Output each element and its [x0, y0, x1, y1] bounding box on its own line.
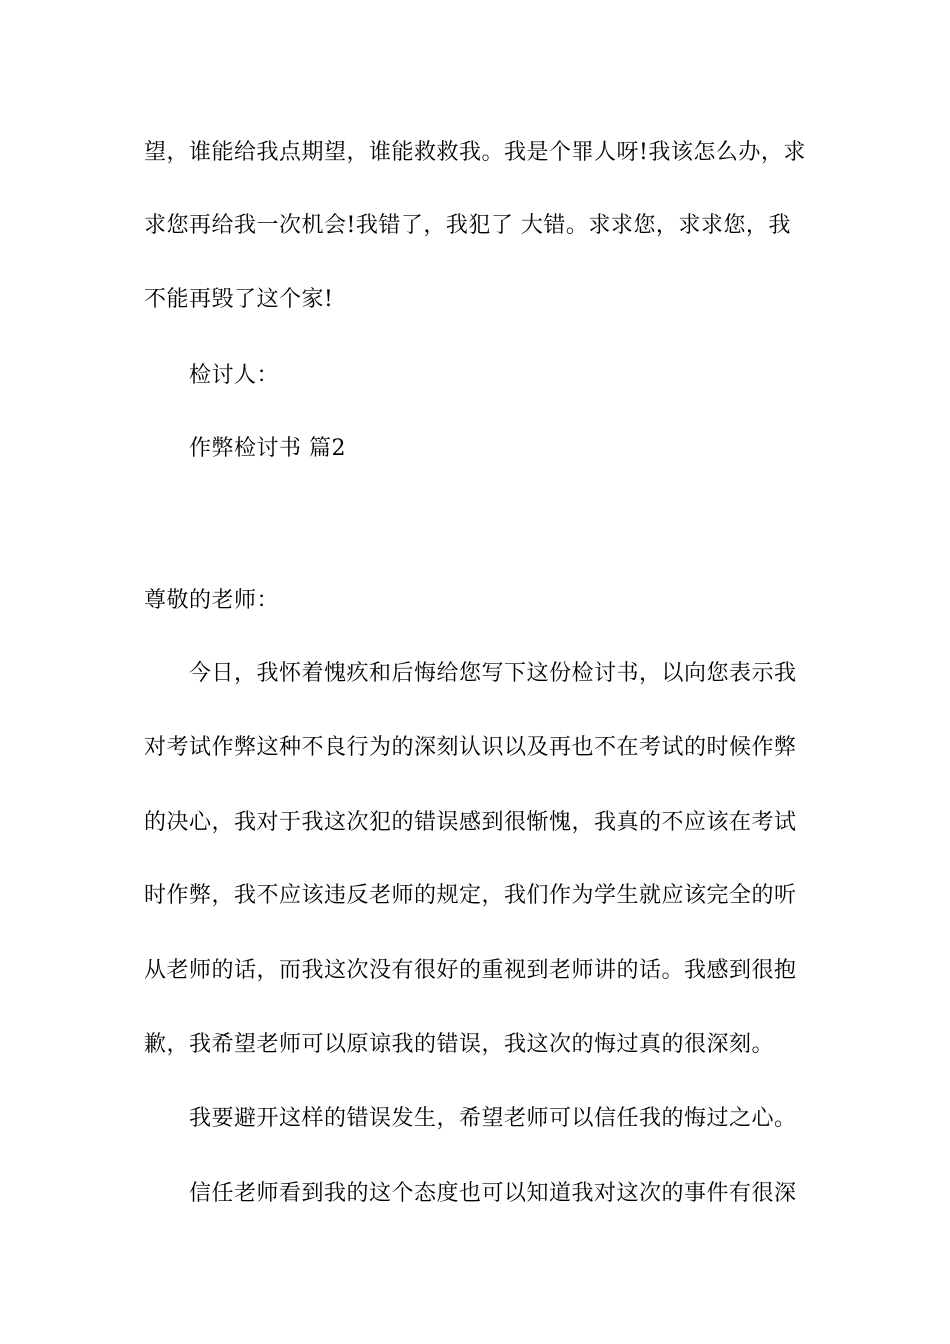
body-text-line: 求您再给我一次机会!我错了，我犯了 大错。求求您，求求您，我: [144, 213, 791, 238]
body-text-line: 对考试作弊这种不良行为的深刻认识以及再也不在考试的时候作弊: [144, 735, 797, 760]
salutation: 尊敬的老师：: [144, 588, 280, 613]
body-text-line: 时作弊，我不应该违反老师的规定，我们作为学生就应该完全的听: [144, 883, 797, 908]
body-text-line: 从老师的话，而我这次没有很好的重视到老师讲的话。我感到很抱: [144, 958, 797, 983]
section-heading: 作弊检讨书 篇2: [189, 436, 346, 461]
paragraph-first-line: 信任老师看到我的这个态度也可以知道我对这次的事件有很深: [189, 1181, 797, 1206]
reviewer-signature-line: 检讨人：: [189, 363, 280, 388]
paragraph-first-line: 我要避开这样的错误发生，希望老师可以信任我的悔过之心。: [189, 1106, 797, 1131]
body-text-line: 的决心，我对于我这次犯的错误感到很惭愧，我真的不应该在考试: [144, 810, 797, 835]
body-text-line: 不能再毁了这个家!: [144, 287, 334, 312]
body-text-line: 望，谁能给我点期望，谁能救救我。我是个罪人呀!我该怎么办，求: [144, 140, 806, 165]
body-text-line: 歉，我希望老师可以原谅我的错误，我这次的悔过真的很深刻。: [144, 1032, 775, 1057]
paragraph-first-line: 今日，我怀着愧疚和后悔给您写下这份检讨书，以向您表示我: [189, 661, 797, 686]
